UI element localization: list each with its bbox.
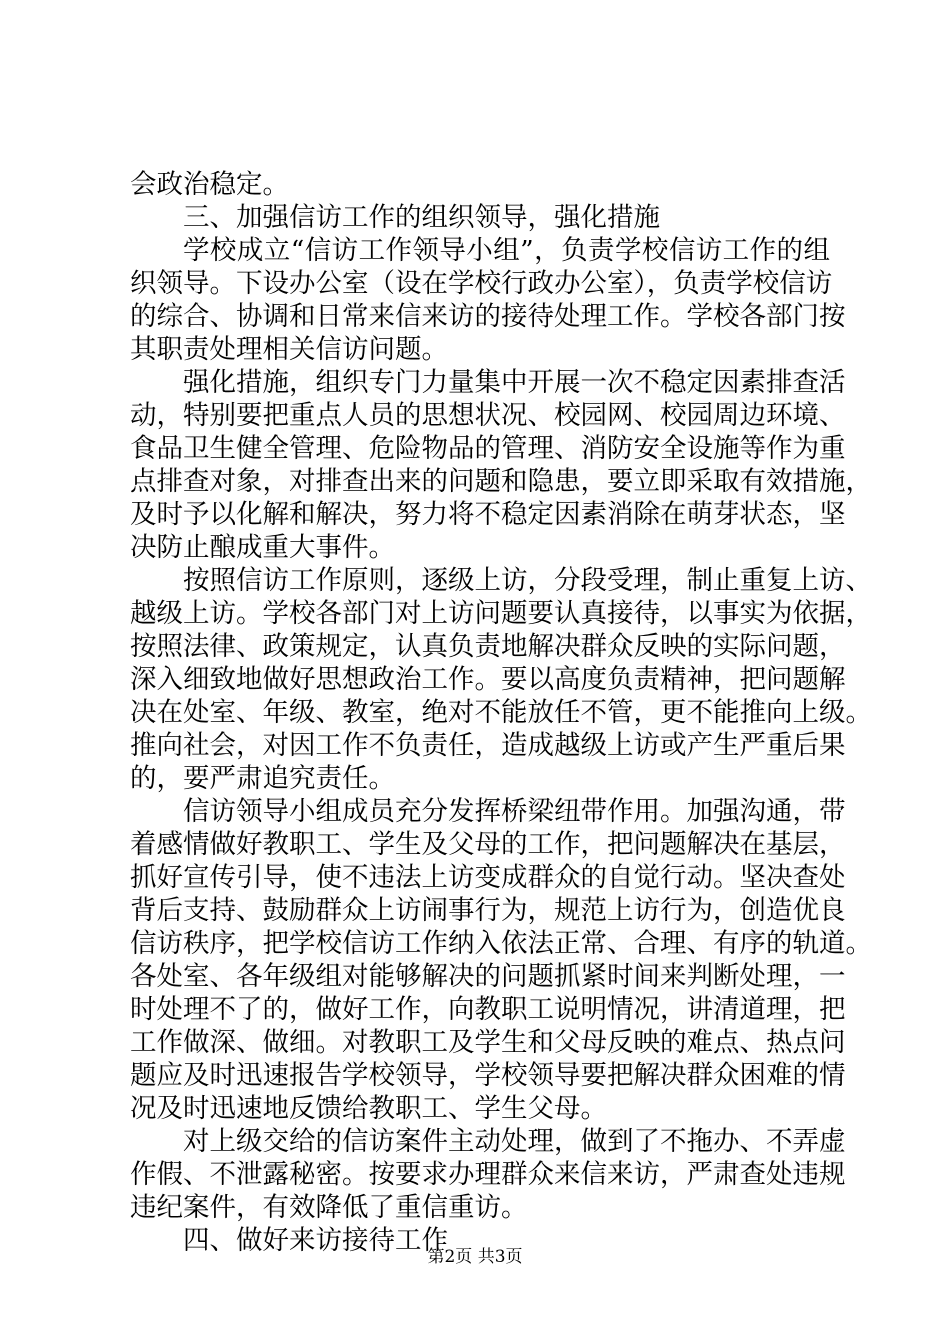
text-line: 深入细致地做好思想政治工作。要以高度负责精神，把问题解 <box>130 664 846 695</box>
text-line: 背后支持、鼓励群众上访闹事行为，规范上访行为，创造优良 <box>130 895 846 926</box>
text-line: 四、做好来访接待工作 <box>183 1225 448 1256</box>
paragraph <box>130 795 872 1125</box>
text-line: 按照法律、政策规定，认真负责地解决群众反映的实际问题， <box>130 631 846 662</box>
text-line: 三、加强信访工作的组织领导，强化措施 <box>183 202 660 233</box>
text-line: 决防止酿成重大事件。 <box>130 532 395 563</box>
text-line: 题应及时迅速报告学校领导，学校领导要把解决群众困难的情 <box>130 1060 846 1091</box>
section-heading <box>130 201 830 234</box>
text-line: 会政治稳定。 <box>130 169 289 200</box>
text-line: 信访秩序，把学校信访工作纳入依法正常、合理、有序的轨道。 <box>130 928 872 959</box>
text-line: 时处理不了的，做好工作，向教职工说明情况，讲清道理，把 <box>130 994 846 1025</box>
text-line: 信访领导小组成员充分发挥桥梁纽带作用。加强沟通，带 <box>183 796 846 827</box>
text-line: 作假、不泄露秘密。按要求办理群众来信来访，严肃查处违规 <box>130 1159 846 1190</box>
paragraph <box>130 564 872 795</box>
text-line: 的，要严肃追究责任。 <box>130 763 395 794</box>
text-line: 强化措施，组织专门力量集中开展一次不稳定因素排查活 <box>183 367 846 398</box>
text-line: 按照信访工作原则，逐级上访，分段受理，制止重复上访、 <box>183 565 872 596</box>
paragraph <box>130 168 830 201</box>
text-line: 食品卫生健全管理、危险物品的管理、消防安全设施等作为重 <box>130 433 846 464</box>
paragraph <box>130 234 846 366</box>
paragraph <box>130 1125 846 1224</box>
text-line: 违纪案件，有效降低了重信重访。 <box>130 1192 528 1223</box>
text-line: 其职责处理相关信访问题。 <box>130 334 448 365</box>
text-line: 动，特别要把重点人员的思想状况、校园网、校园周边环境、 <box>130 400 846 431</box>
text-line: 抓好宣传引导，使不违法上访变成群众的自觉行动。坚决查处 <box>130 862 846 893</box>
text-line: 的综合、协调和日常来信来访的接待处理工作。学校各部门按 <box>130 301 846 332</box>
paragraph <box>130 366 872 564</box>
text-line: 决在处室、年级、教室，绝对不能放任不管，更不能推向上级。 <box>130 697 872 728</box>
text-line: 织领导。下设办公室（设在学校行政办公室），负责学校信访 <box>130 268 833 299</box>
text-line: 学校成立“信访工作领导小组”，负责学校信访工作的组 <box>183 235 830 266</box>
text-line: 各处室、各年级组对能够解决的问题抓紧时间来判断处理，一 <box>130 961 846 992</box>
text-line: 着感情做好教职工、学生及父母的工作，把问题解决在基层， <box>130 829 846 860</box>
text-line: 对上级交给的信访案件主动处理，做到了不拖办、不弄虚 <box>183 1126 846 1157</box>
text-line: 点排查对象，对排查出来的问题和隐患，要立即采取有效措施， <box>130 466 872 497</box>
text-line: 及时予以化解和解决，努力将不稳定因素消除在萌芽状态，坚 <box>130 499 846 530</box>
text-line: 况及时迅速地反馈给教职工、学生父母。 <box>130 1093 607 1124</box>
document-body <box>130 168 872 1257</box>
page-number-footer: 第2页 共3页 <box>427 1247 523 1267</box>
text-line: 越级上访。学校各部门对上访问题要认真接待，以事实为依据， <box>130 598 872 629</box>
text-line: 工作做深、做细。对教职工及学生和父母反映的难点、热点问 <box>130 1027 846 1058</box>
text-line: 推向社会，对因工作不负责任，造成越级上访或产生严重后果 <box>130 730 846 761</box>
